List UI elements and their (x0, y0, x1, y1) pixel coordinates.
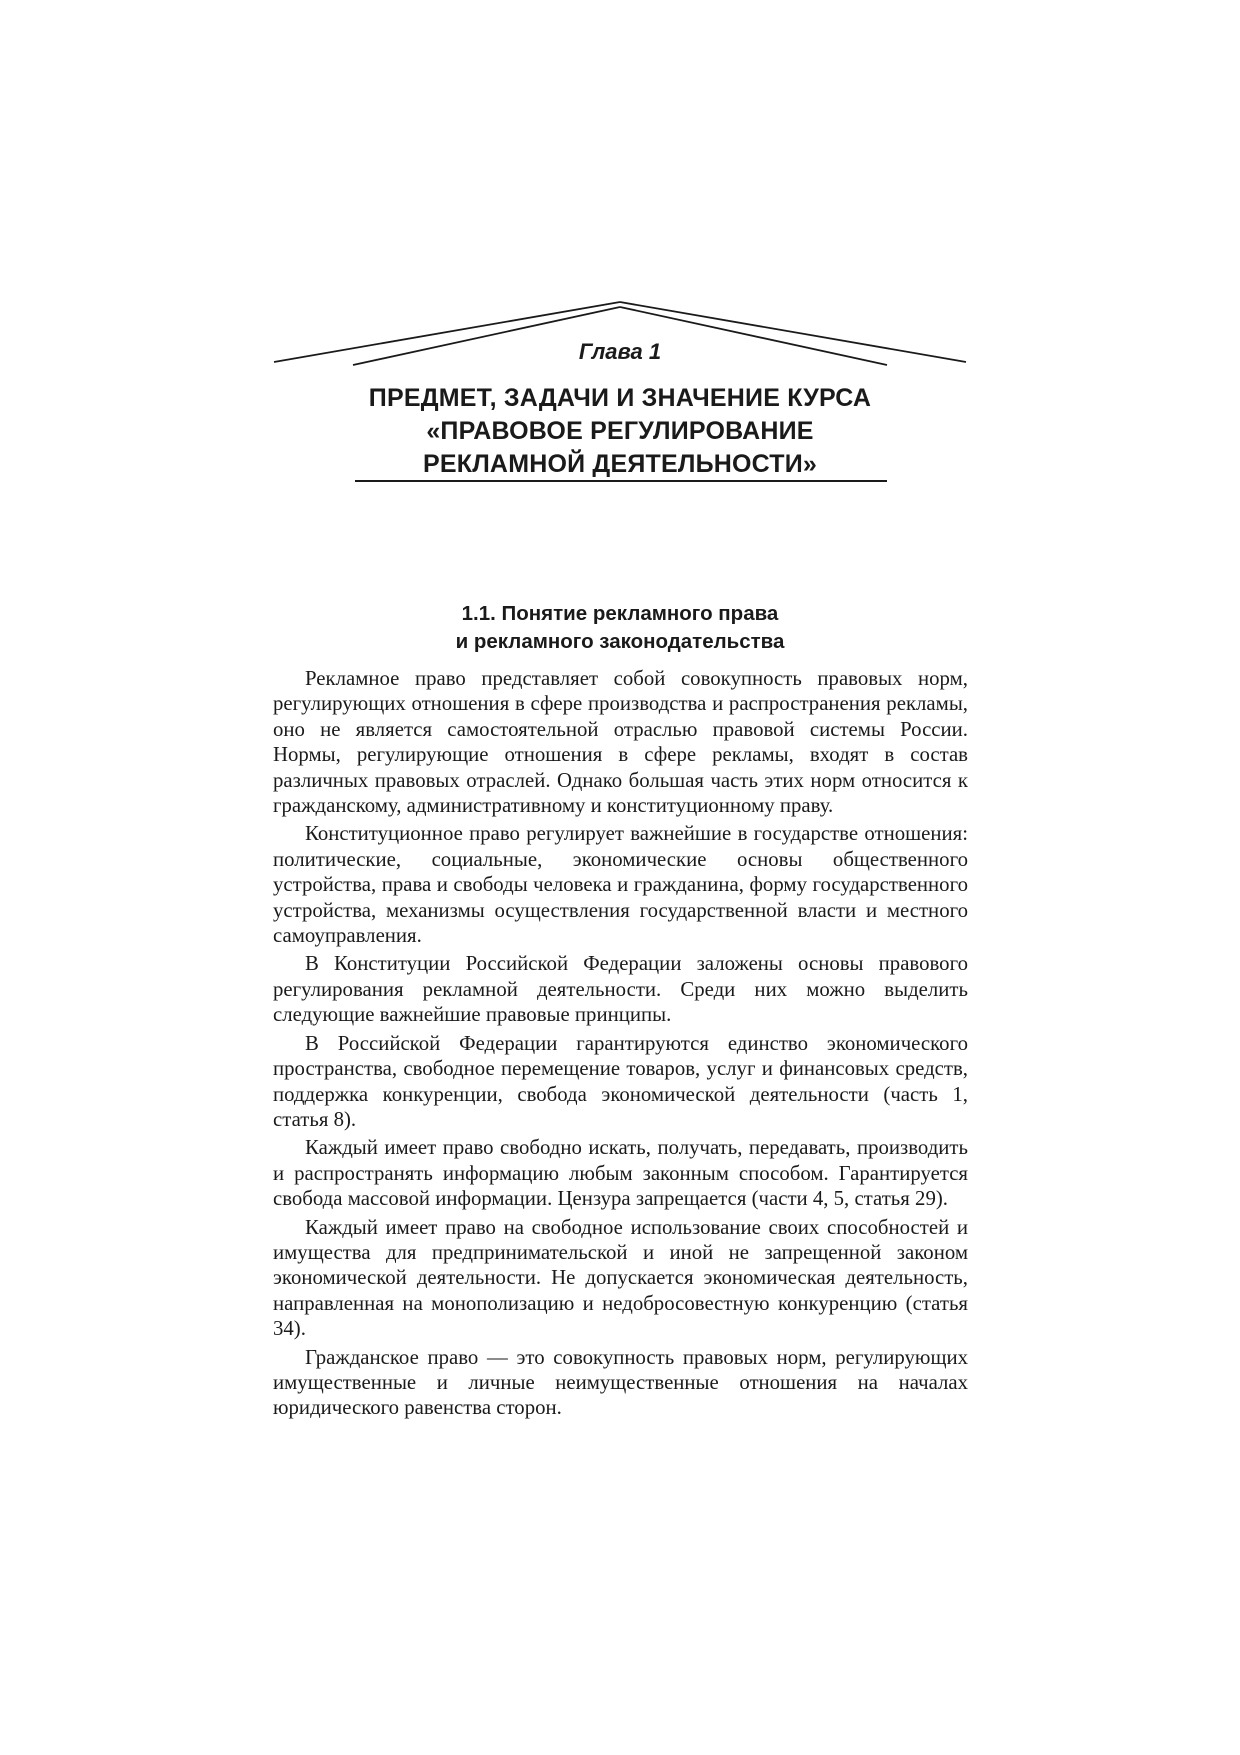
chapter-label: Глава 1 (578, 339, 662, 364)
chapter-title-line: ПРЕДМЕТ, ЗАДАЧИ И ЗНАЧЕНИЕ КУРСА (368, 384, 872, 412)
paragraph: Конституционное право регулирует важнейшие в государстве отношения: политические, социальные, экономические основы общественного устройства, права и свободы человека и гражданина, форму государственного устройства, механизмы осуществления государственной власти и местного самоуправления. (273, 822, 968, 948)
section-title-line: и рекламного законодательства (455, 630, 785, 653)
chapter-title-underline (355, 480, 887, 482)
paragraph: Рекламное право представляет собой совокупность правовых норм, регулирующих отношения в сфере производства и распространения рекламы, оно не является самостоятельной отраслью правовой системы России. Нормы, регулирующие отношения в сфере рекламы, входят в состав различных правовых отраслей. Однако большая часть этих норм относится к гражданскому, административному и конституционному праву. (273, 667, 968, 818)
chapter-title-line: «ПРАВОВОЕ РЕГУЛИРОВАНИЕ (426, 417, 814, 445)
paragraph: Каждый имеет право свободно искать, получать, передавать, производить и распространять информацию любым законным способом. Гарантируется свобода массовой информации. Цензура запрещается (части 4, 5, статья 29). (273, 1136, 968, 1211)
paragraph: В Российской Федерации гарантируются единство экономического пространства, свободное перемещение товаров, услуг и финансовых средств, поддержка конкуренции, свобода экономической деятельности (часть 1, статья 8). (273, 1031, 968, 1131)
chapter-title-line: РЕКЛАМНОЙ ДЕЯТЕЛЬНОСТИ» (422, 450, 818, 478)
paragraph: Гражданское право — это совокупность правовых норм, регулирующих имущественные и личные неимущественные отношения на началах юридического равенства сторон. (273, 1345, 968, 1420)
section-title-line: 1.1. Понятие рекламного права (461, 602, 779, 625)
paragraph: Каждый имеет право на свободное использование своих способностей и имущества для предпринимательской и иной не запрещенной законом экономической деятельности. Не допускается экономическая деятельность, направленная на монополизацию и недобросовестную конкуренцию (статья 34). (273, 1215, 968, 1341)
chapter-title (0, 382, 1240, 481)
body-text (273, 666, 968, 1424)
section-title (0, 600, 1240, 656)
paragraph: В Конституции Российской Федерации заложены основы правового регулирования рекламной деятельности. Среди них можно выделить следующие важнейшие правовые принципы. (273, 952, 968, 1027)
